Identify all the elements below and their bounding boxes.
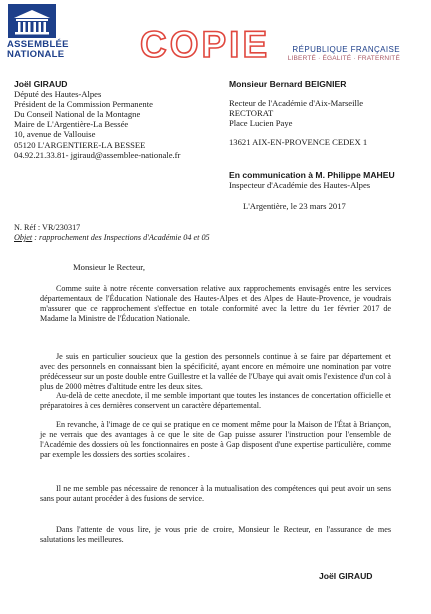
sender-line: Du Conseil National de la Montagne bbox=[14, 109, 141, 120]
object-label: Objet bbox=[14, 232, 33, 242]
sender-line: Maire de L'Argentière-La Bessée bbox=[14, 119, 129, 130]
sender-line: Président de la Commission Permanente bbox=[14, 99, 153, 110]
body-paragraph bbox=[40, 352, 391, 411]
republique-francaise-block bbox=[288, 45, 400, 62]
signature-name: Joël GIRAUD bbox=[319, 571, 373, 581]
republic-motto: LIBERTÉ · ÉGALITÉ · FRATERNITÉ bbox=[287, 55, 400, 62]
recipient-line: 13621 AIX-EN-PROVENCE CEDEX 1 bbox=[229, 137, 368, 148]
sender-line: 10, avenue de Vallouise bbox=[14, 129, 96, 140]
recipient-line: RECTORAT bbox=[229, 108, 274, 119]
communication-lead: En communication à M. Philippe MAHEU bbox=[229, 170, 395, 180]
body-paragraph bbox=[40, 525, 391, 545]
recipient-line: Place Lucien Paye bbox=[229, 118, 293, 129]
paragraph-text: Il ne me semble pas nécessaire de renoncer à la mutualisation des compétences qui peut avoir un sens sans pour autant procéder à des fusions de service. bbox=[40, 484, 391, 503]
reference-number: N. Réf : VR/230317 bbox=[14, 223, 81, 232]
body-paragraph bbox=[40, 484, 391, 504]
recipient-name: Monsieur Bernard BEIGNIER bbox=[229, 79, 347, 89]
object-line bbox=[14, 233, 210, 243]
recipient-block bbox=[229, 79, 424, 147]
sender-block bbox=[14, 79, 214, 160]
sender-name: Joël GIRAUD bbox=[14, 79, 68, 89]
sender-contact: 04.92.21.33.81- jgiraud@assemblee-nationale.fr bbox=[14, 149, 181, 160]
communication-block bbox=[229, 170, 424, 190]
paragraph-text: En revanche, à l'image de ce qui se pratique en ce moment même pour la Maison de l'État à Briançon, je ne verrais que des avantages à ce que le site de Gap puisse assurer l'instruction pour l'ensemble de l'Académie des dossiers où les fonctionnaires en poste à Gap disposent d'une expertise particulière, comme par exemple les dossiers des sorties scolaires . bbox=[40, 420, 391, 459]
sender-line: 05120 L'ARGENTIERE-LA BESSEE bbox=[14, 139, 146, 150]
letter-date: L'Argentière, le 23 mars 2017 bbox=[243, 201, 346, 211]
object-text: : rapprochement des Inspections d'Académie 04 et 05 bbox=[32, 232, 210, 242]
body-paragraph bbox=[40, 420, 391, 459]
paragraph-text: Dans l'attente de vous lire, je vous prie de croire, Monsieur le Recteur, en l'assurance de mes salutations les meilleures. bbox=[40, 525, 391, 544]
institution-name: ASSEMBLÉE NATIONALE bbox=[7, 39, 69, 60]
salutation: Monsieur le Recteur, bbox=[73, 262, 145, 272]
body-paragraph bbox=[40, 284, 391, 323]
communication-role: Inspecteur d'Académie des Hautes-Alpes bbox=[229, 180, 371, 191]
paragraph-text: Comme suite à notre récente conversation relative aux rapprochements envisagés entre les services départementaux de l'Éducation Nationale des Hautes-Alpes et des Alpes de Haute-Provence, je voudrais m'assurer que ce rapprochement s'effectue en totale conformité avec la lettre du 1er février 2017 de Madame la Ministre de l'Éducation Nationale. bbox=[40, 284, 391, 323]
sender-line: Député des Hautes-Alpes bbox=[14, 89, 102, 100]
assemblee-nationale-logo bbox=[8, 4, 56, 38]
reference-block bbox=[14, 223, 210, 243]
paragraph-text: Je suis en particulier soucieux que la gestion des personnels continue à se faire par département et avec des personnels en connaissant bien la spécificité, ayant encore en mémoire une nomination par votre prédécesseur sur un poste double entre Guillestre et la vallée de l'Ubaye qui avait omis l'existence d'un col à plus de 2000 mètres d'altitude entre les deux sites. bbox=[40, 352, 391, 391]
recipient-line: Recteur de l'Académie d'Aix-Marseille bbox=[229, 98, 364, 109]
republic-title: RÉPUBLIQUE FRANÇAISE bbox=[292, 45, 400, 54]
copie-stamp: COPIE bbox=[140, 24, 271, 65]
paragraph-text: Au-delà de cette anecdote, il me semble important que toutes les instances de concertation officielle et préparatoires à ces dernières conservent un caractère départemental. bbox=[40, 391, 391, 411]
